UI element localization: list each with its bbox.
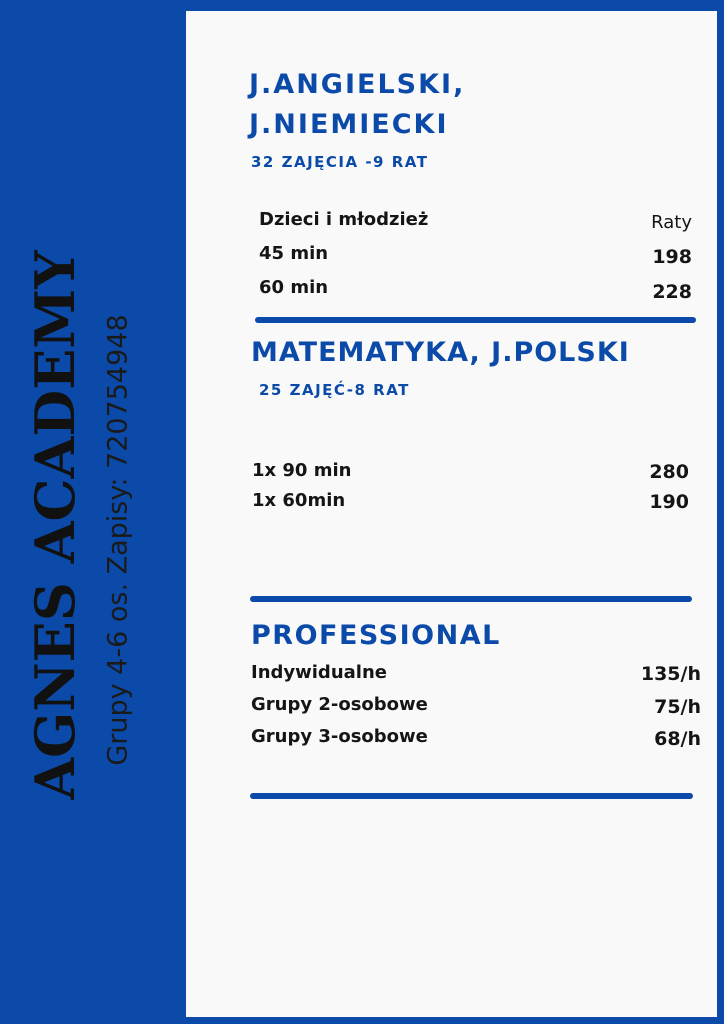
section3-row-label: Grupy 2-osobowe bbox=[251, 694, 428, 715]
section3-row-label: Indywidualne bbox=[251, 662, 387, 683]
section2-row-value: 280 bbox=[649, 461, 689, 483]
section1-title-line2: J.NIEMIECKI bbox=[249, 109, 449, 140]
section-divider bbox=[255, 317, 696, 323]
section2-title: MATEMATYKA, J.POLSKI bbox=[251, 337, 630, 368]
section2-subtitle: 25 ZAJĘĆ-8 RAT bbox=[259, 381, 410, 399]
section3-row-label: Grupy 3-osobowe bbox=[251, 726, 428, 747]
section1-row-value: 228 bbox=[652, 281, 692, 303]
price-sheet bbox=[186, 11, 717, 1017]
section3-row-value: 135/h bbox=[640, 663, 701, 685]
section2-row-value: 190 bbox=[649, 491, 689, 513]
section3-row-value: 68/h bbox=[654, 728, 701, 750]
section2-row-label: 1x 90 min bbox=[252, 460, 352, 481]
section3-row-value: 75/h bbox=[654, 696, 701, 718]
section3-title: PROFESSIONAL bbox=[251, 620, 501, 651]
section1-value-header: Raty bbox=[651, 212, 692, 233]
section1-row-value: 198 bbox=[652, 246, 692, 268]
section-divider bbox=[250, 596, 692, 602]
section-divider bbox=[250, 793, 693, 799]
section1-row-label: 45 min bbox=[259, 243, 329, 264]
section1-title-line1: J.ANGIELSKI, bbox=[249, 69, 466, 100]
sidebar bbox=[0, 0, 186, 1024]
brand-title: AGNES ACADEMY bbox=[23, 250, 87, 800]
section1-subtitle: 32 ZAJĘCIA -9 RAT bbox=[251, 153, 429, 171]
section2-row-label: 1x 60min bbox=[252, 490, 346, 511]
contact-line: Grupy 4-6 os. Zapisy: 720754948 bbox=[102, 314, 134, 766]
section1-row-label: 60 min bbox=[259, 277, 329, 298]
section1-label-header: Dzieci i młodzież bbox=[259, 209, 429, 230]
